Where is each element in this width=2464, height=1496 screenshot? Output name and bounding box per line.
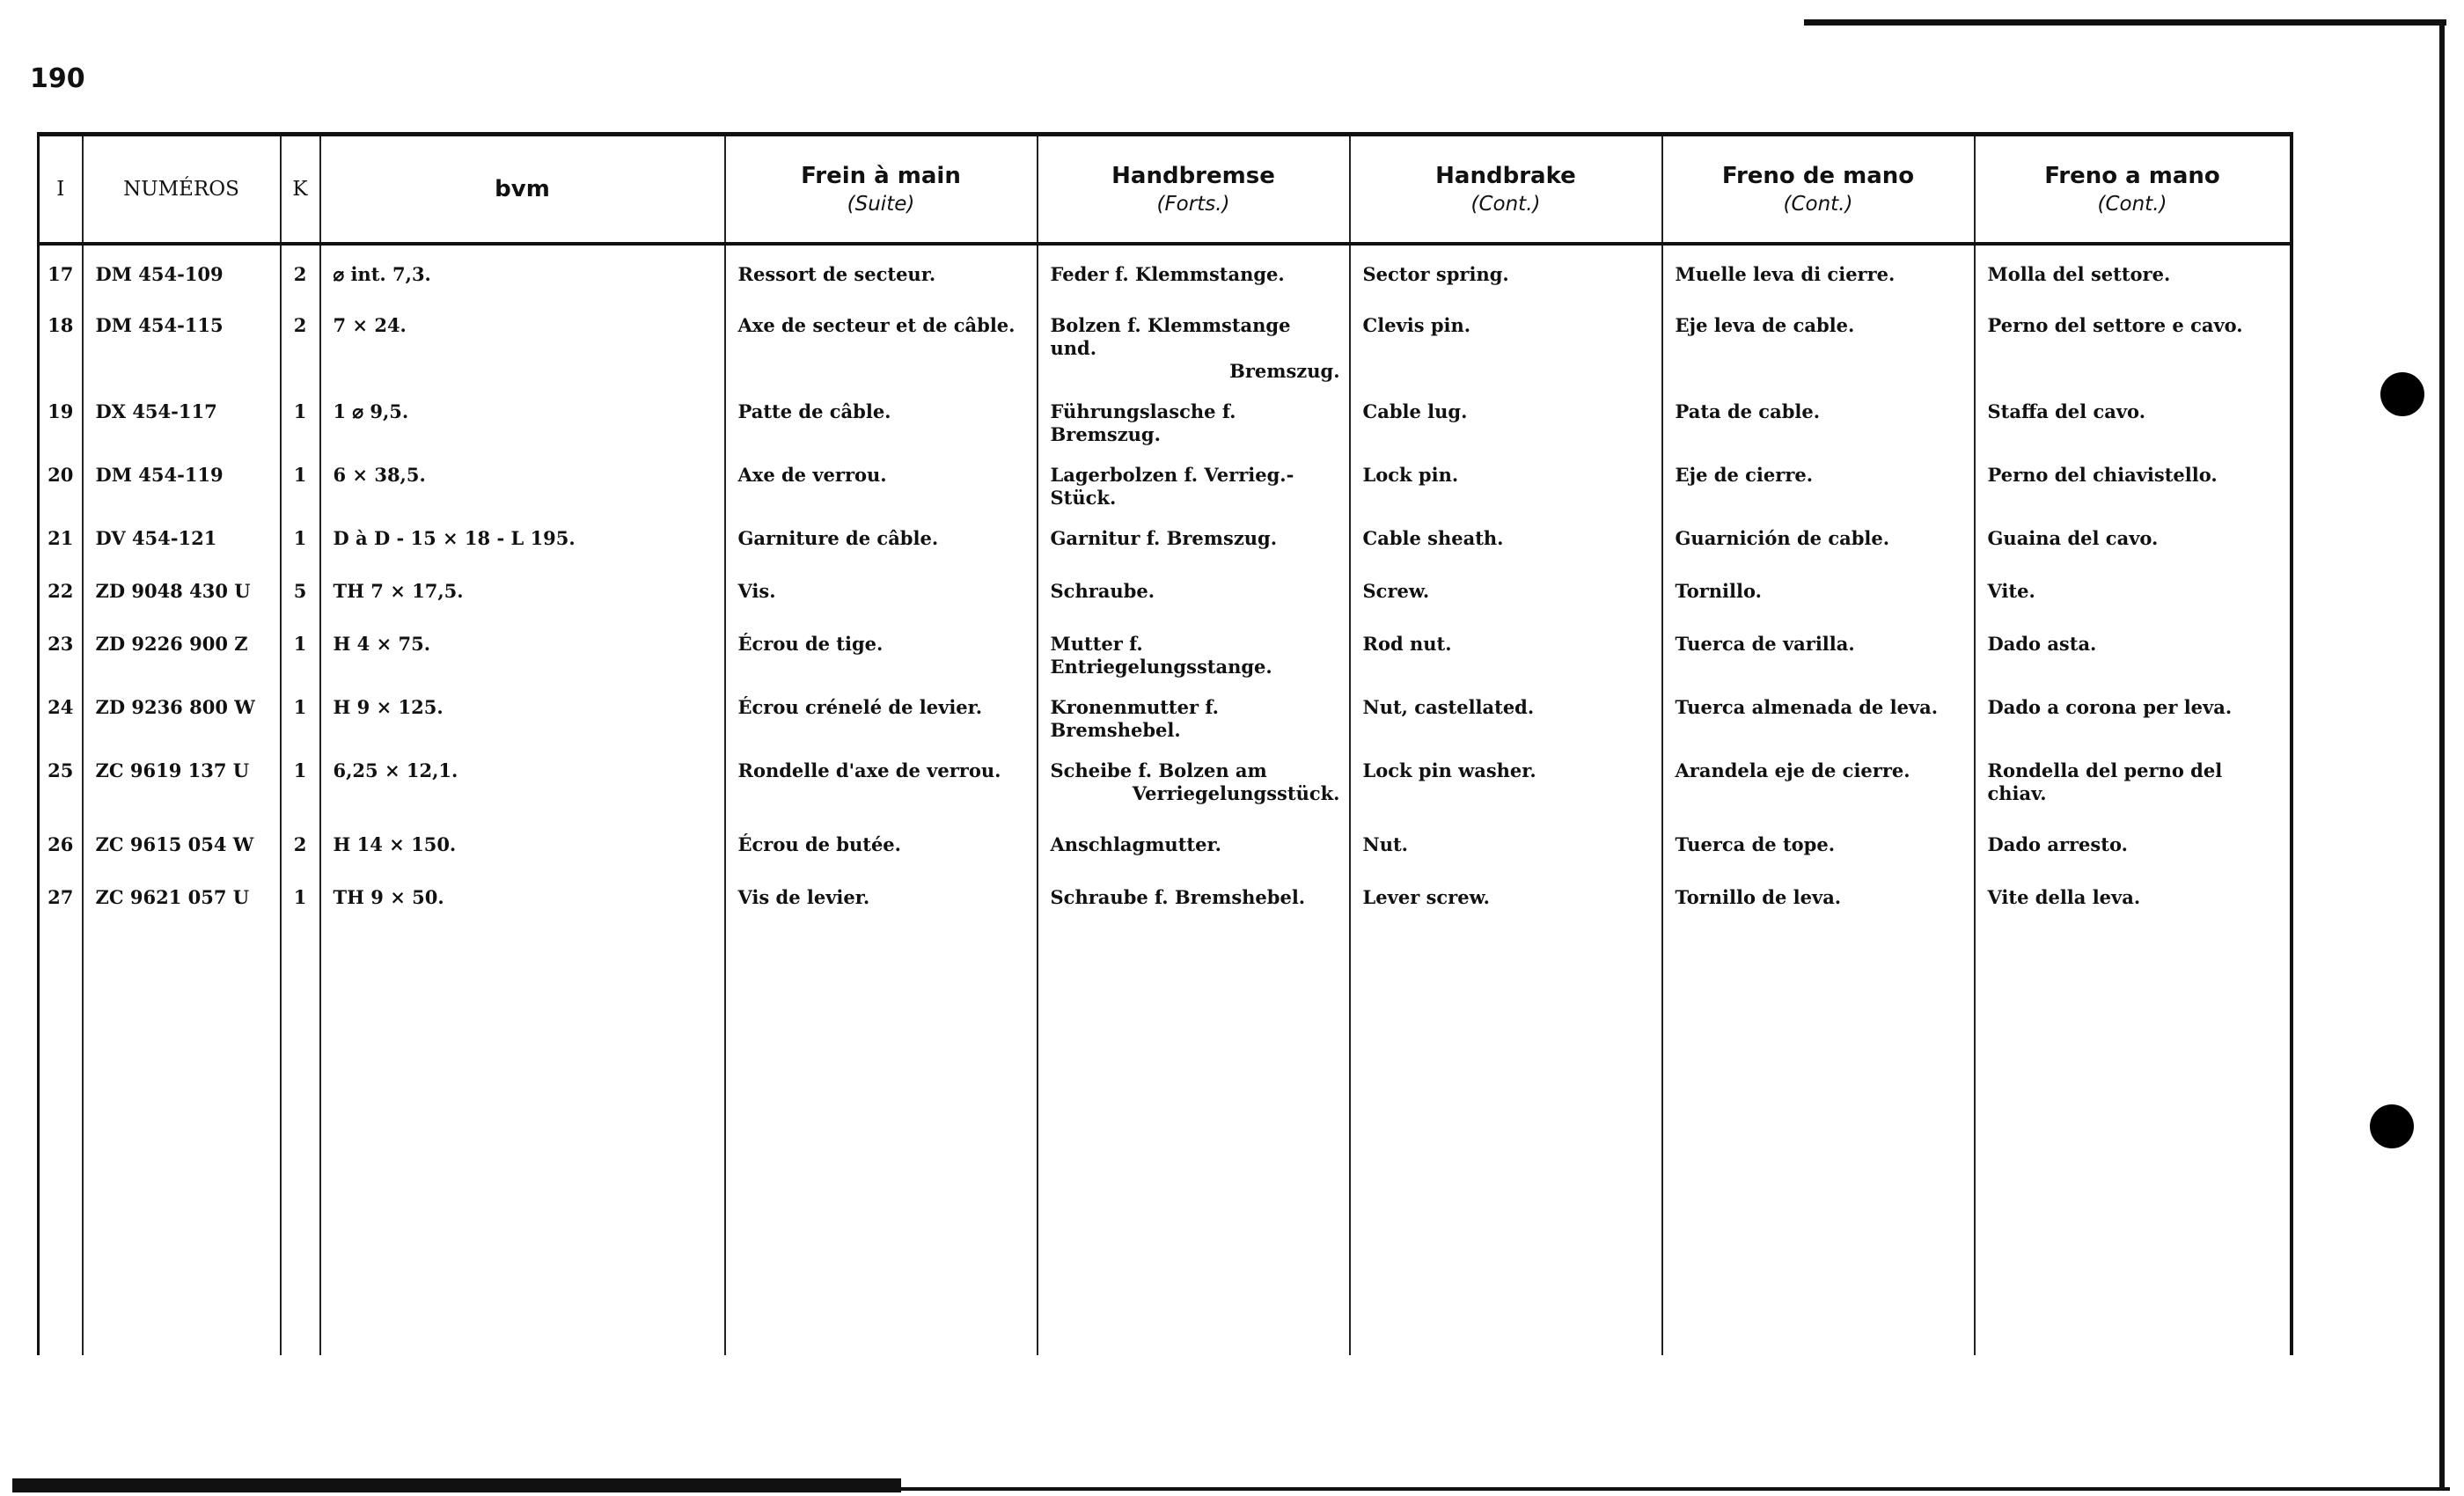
cell-qty: 5 bbox=[281, 562, 320, 615]
cell-italian: Dado asta. bbox=[1975, 615, 2292, 678]
cell-bvm: D à D - 15 × 18 - L 195. bbox=[320, 510, 725, 562]
cell-bvm: H 9 × 125. bbox=[320, 678, 725, 742]
empty-cell bbox=[320, 921, 725, 1355]
table-row bbox=[39, 244, 2292, 297]
cell-bvm: TH 9 × 50. bbox=[320, 869, 725, 921]
cell-index: 22 bbox=[39, 562, 83, 615]
cell-italian: Vite. bbox=[1975, 562, 2292, 615]
cell-french: Axe de secteur et de câble. bbox=[725, 297, 1038, 383]
table-row bbox=[39, 869, 2292, 921]
table-row bbox=[39, 742, 2292, 816]
cell-german-continuation: Bremszug. bbox=[1229, 360, 1340, 382]
cell-german: Führungslasche f. Bremszug. bbox=[1038, 383, 1350, 446]
cell-italian: Dado arresto. bbox=[1975, 816, 2292, 869]
table-row bbox=[39, 615, 2292, 678]
binder-hole-icon bbox=[2380, 372, 2424, 416]
cell-bvm: H 14 × 150. bbox=[320, 816, 725, 869]
cell-german: Anschlagmutter. bbox=[1038, 816, 1350, 869]
cell-spanish: Muelle leva di cierre. bbox=[1662, 244, 1975, 297]
cell-italian: Dado a corona per leva. bbox=[1975, 678, 2292, 742]
cell-italian: Guaina del cavo. bbox=[1975, 510, 2292, 562]
header-index: I bbox=[39, 135, 83, 245]
cell-french: Écrou crénelé de levier. bbox=[725, 678, 1038, 742]
table-row bbox=[39, 446, 2292, 510]
cell-english: Nut. bbox=[1350, 816, 1662, 869]
cell-index: 23 bbox=[39, 615, 83, 678]
cell-italian: Molla del settore. bbox=[1975, 244, 2292, 297]
header-spanish: Freno de mano (Cont.) bbox=[1662, 135, 1975, 245]
cell-qty: 2 bbox=[281, 297, 320, 383]
cell-part-number: ZC 9619 137 U bbox=[83, 742, 281, 816]
parts-table bbox=[37, 132, 2293, 1355]
cell-qty: 1 bbox=[281, 510, 320, 562]
cell-bvm: ⌀ int. 7,3. bbox=[320, 244, 725, 297]
cell-french: Écrou de butée. bbox=[725, 816, 1038, 869]
right-edge-rule bbox=[2439, 19, 2445, 1487]
cell-part-number: DM 454-115 bbox=[83, 297, 281, 383]
cell-part-number: ZC 9621 057 U bbox=[83, 869, 281, 921]
cell-qty: 1 bbox=[281, 383, 320, 446]
cell-index: 19 bbox=[39, 383, 83, 446]
header-german: Handbremse (Forts.) bbox=[1038, 135, 1350, 245]
cell-french: Ressort de secteur. bbox=[725, 244, 1038, 297]
cell-index: 26 bbox=[39, 816, 83, 869]
bottom-rule-left bbox=[12, 1478, 901, 1492]
cell-german: Schraube. bbox=[1038, 562, 1350, 615]
cell-part-number: ZD 9236 800 W bbox=[83, 678, 281, 742]
cell-bvm: 7 × 24. bbox=[320, 297, 725, 383]
cell-qty: 1 bbox=[281, 446, 320, 510]
table-row bbox=[39, 562, 2292, 615]
cell-italian: Rondella del perno del chiav. bbox=[1975, 742, 2292, 816]
cell-qty: 2 bbox=[281, 244, 320, 297]
cell-bvm: 6,25 × 12,1. bbox=[320, 742, 725, 816]
table-row bbox=[39, 383, 2292, 446]
cell-english: Nut, castellated. bbox=[1350, 678, 1662, 742]
cell-bvm: H 4 × 75. bbox=[320, 615, 725, 678]
cell-english: Screw. bbox=[1350, 562, 1662, 615]
empty-cell bbox=[1975, 921, 2292, 1355]
cell-index: 21 bbox=[39, 510, 83, 562]
cell-german: Scheibe f. Bolzen am Verriegelungsstück. bbox=[1038, 742, 1350, 816]
empty-cell bbox=[1038, 921, 1350, 1355]
cell-part-number: DM 454-109 bbox=[83, 244, 281, 297]
cell-spanish: Tuerca de varilla. bbox=[1662, 615, 1975, 678]
cell-italian: Staffa del cavo. bbox=[1975, 383, 2292, 446]
cell-part-number: ZC 9615 054 W bbox=[83, 816, 281, 869]
cell-spanish: Eje de cierre. bbox=[1662, 446, 1975, 510]
cell-french: Garniture de câble. bbox=[725, 510, 1038, 562]
cell-part-number: ZD 9048 430 U bbox=[83, 562, 281, 615]
cell-french: Patte de câble. bbox=[725, 383, 1038, 446]
cell-spanish: Pata de cable. bbox=[1662, 383, 1975, 446]
cell-index: 25 bbox=[39, 742, 83, 816]
cell-german: Mutter f. Entriegelungsstange. bbox=[1038, 615, 1350, 678]
cell-english: Cable sheath. bbox=[1350, 510, 1662, 562]
empty-cell bbox=[83, 921, 281, 1355]
header-english: Handbrake (Cont.) bbox=[1350, 135, 1662, 245]
header-french: Frein à main (Suite) bbox=[725, 135, 1038, 245]
cell-german: Lagerbolzen f. Verrieg.-Stück. bbox=[1038, 446, 1350, 510]
cell-english: Sector spring. bbox=[1350, 244, 1662, 297]
cell-french: Rondelle d'axe de verrou. bbox=[725, 742, 1038, 816]
cell-french: Vis de levier. bbox=[725, 869, 1038, 921]
cell-english: Lock pin. bbox=[1350, 446, 1662, 510]
page-number: 190 bbox=[30, 63, 85, 94]
cell-part-number: DM 454-119 bbox=[83, 446, 281, 510]
cell-german: Kronenmutter f. Bremshebel. bbox=[1038, 678, 1350, 742]
cell-qty: 2 bbox=[281, 816, 320, 869]
cell-italian: Perno del chiavistello. bbox=[1975, 446, 2292, 510]
header-bvm: bvm bbox=[320, 135, 725, 245]
cell-german: Schraube f. Bremshebel. bbox=[1038, 869, 1350, 921]
cell-spanish: Arandela eje de cierre. bbox=[1662, 742, 1975, 816]
cell-german-continuation: Verriegelungsstück. bbox=[1132, 782, 1340, 804]
cell-spanish: Eje leva de cable. bbox=[1662, 297, 1975, 383]
cell-index: 20 bbox=[39, 446, 83, 510]
cell-index: 18 bbox=[39, 297, 83, 383]
cell-german: Garnitur f. Bremszug. bbox=[1038, 510, 1350, 562]
cell-spanish: Tornillo. bbox=[1662, 562, 1975, 615]
cell-index: 24 bbox=[39, 678, 83, 742]
table-row bbox=[39, 678, 2292, 742]
empty-cell bbox=[281, 921, 320, 1355]
table-row bbox=[39, 297, 2292, 383]
empty-cell bbox=[39, 921, 83, 1355]
cell-qty: 1 bbox=[281, 742, 320, 816]
cell-index: 27 bbox=[39, 869, 83, 921]
bottom-rule-right bbox=[901, 1487, 2450, 1491]
cell-part-number: DX 454-117 bbox=[83, 383, 281, 446]
header-qty: K bbox=[281, 135, 320, 245]
cell-german: Feder f. Klemmstange. bbox=[1038, 244, 1350, 297]
cell-english: Clevis pin. bbox=[1350, 297, 1662, 383]
cell-bvm: 1 ⌀ 9,5. bbox=[320, 383, 725, 446]
table-body bbox=[39, 244, 2292, 1355]
cell-part-number: DV 454-121 bbox=[83, 510, 281, 562]
cell-german: Bolzen f. Klemmstange und. Bremszug. bbox=[1038, 297, 1350, 383]
cell-qty: 1 bbox=[281, 678, 320, 742]
cell-bvm: TH 7 × 17,5. bbox=[320, 562, 725, 615]
cell-index: 17 bbox=[39, 244, 83, 297]
cell-french: Vis. bbox=[725, 562, 1038, 615]
cell-english: Cable lug. bbox=[1350, 383, 1662, 446]
cell-french: Écrou de tige. bbox=[725, 615, 1038, 678]
cell-italian: Vite della leva. bbox=[1975, 869, 2292, 921]
cell-spanish: Tuerca almenada de leva. bbox=[1662, 678, 1975, 742]
header-italian: Freno a mano (Cont.) bbox=[1975, 135, 2292, 245]
cell-qty: 1 bbox=[281, 615, 320, 678]
top-rule bbox=[1804, 19, 2446, 26]
cell-spanish: Tuerca de tope. bbox=[1662, 816, 1975, 869]
table-header-row bbox=[39, 135, 2292, 245]
empty-cell bbox=[1350, 921, 1662, 1355]
cell-italian: Perno del settore e cavo. bbox=[1975, 297, 2292, 383]
cell-part-number: ZD 9226 900 Z bbox=[83, 615, 281, 678]
table-row bbox=[39, 510, 2292, 562]
cell-spanish: Guarnición de cable. bbox=[1662, 510, 1975, 562]
binder-hole-icon bbox=[2370, 1104, 2414, 1148]
empty-cell bbox=[1662, 921, 1975, 1355]
header-numbers: NUMÉROS bbox=[83, 135, 281, 245]
table-row bbox=[39, 816, 2292, 869]
empty-cell bbox=[725, 921, 1038, 1355]
cell-bvm: 6 × 38,5. bbox=[320, 446, 725, 510]
cell-spanish: Tornillo de leva. bbox=[1662, 869, 1975, 921]
cell-qty: 1 bbox=[281, 869, 320, 921]
table-filler-row bbox=[39, 921, 2292, 1355]
cell-french: Axe de verrou. bbox=[725, 446, 1038, 510]
cell-english: Rod nut. bbox=[1350, 615, 1662, 678]
cell-english: Lock pin washer. bbox=[1350, 742, 1662, 816]
cell-english: Lever screw. bbox=[1350, 869, 1662, 921]
